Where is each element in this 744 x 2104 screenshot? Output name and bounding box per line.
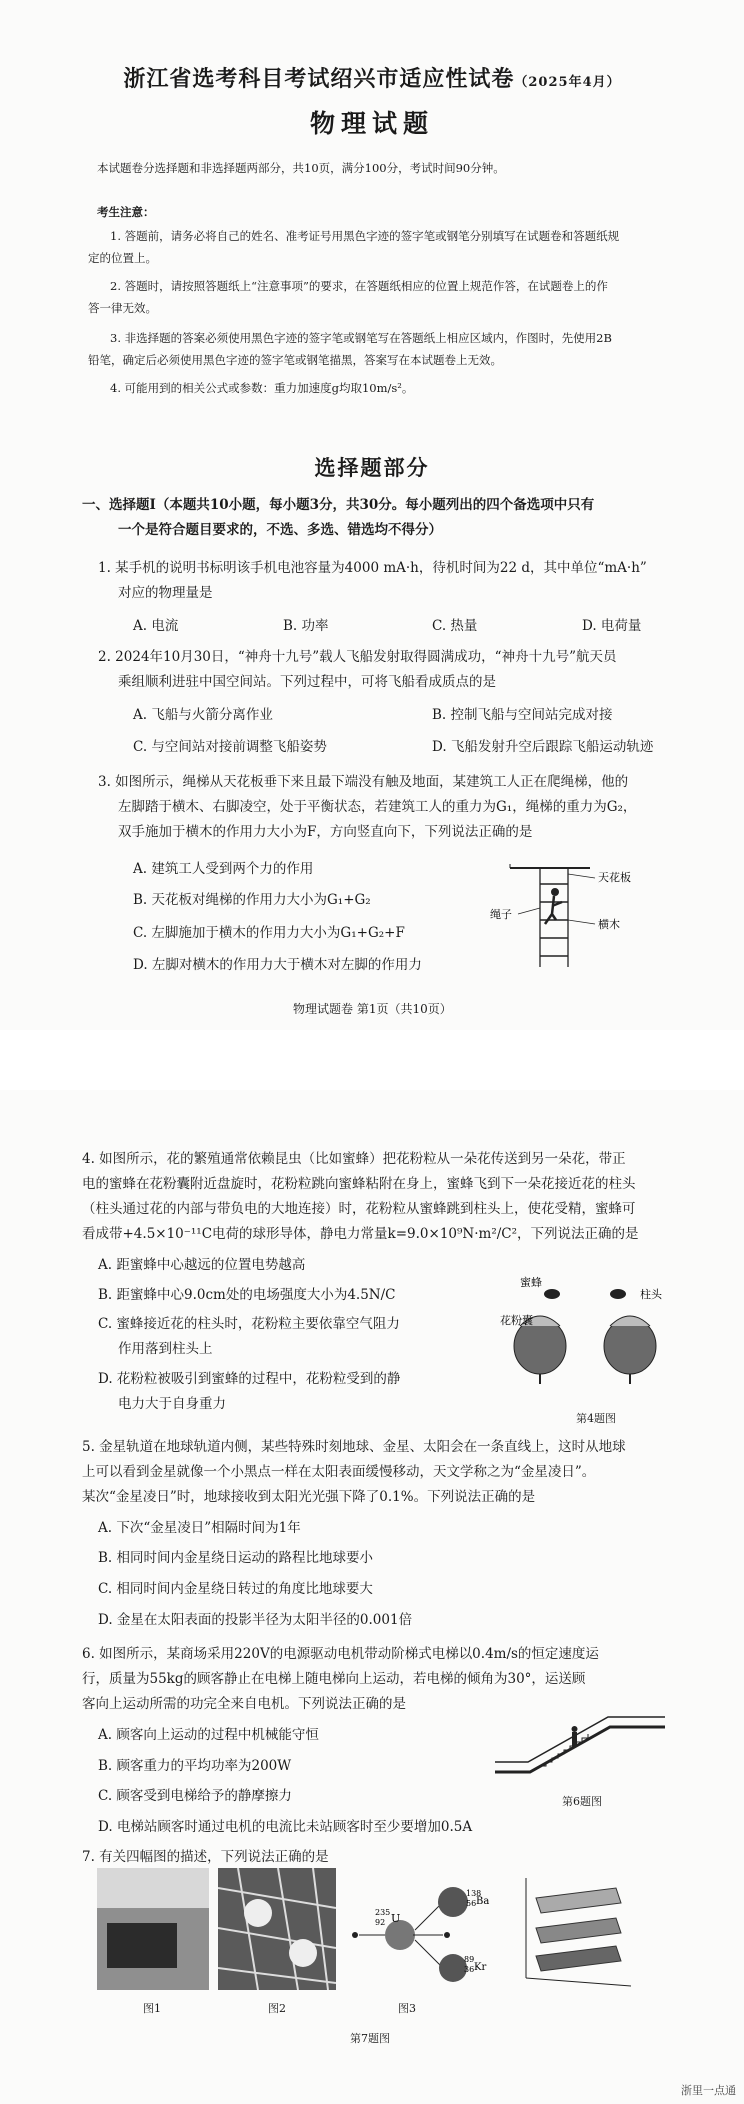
- part-heading: 一、选择题Ⅰ（本题共10小题，每小题3分，共30分。每小题列出的四个备选项中只有: [82, 497, 595, 513]
- q2-option: B. 控制飞船与空间站完成对接: [432, 707, 613, 723]
- q4-option: C. 蜜蜂接近花的柱头时，花粉粒主要依靠空气阻力: [98, 1316, 400, 1332]
- page-footer: 物理试题卷 第1页（共10页）: [293, 1002, 452, 1016]
- q4-stem: 看成带+4.5×10⁻¹¹C电荷的球形导体，静电力常量k=9.0×10⁹N·m²/C²，下列说法正确的是: [82, 1226, 639, 1242]
- q1-stem: 对应的物理量是: [118, 585, 213, 601]
- q7-stem: 7. 有关四幅图的描述，下列说法正确的是: [82, 1849, 329, 1865]
- q6-option: D. 电梯站顾客时通过电机的电流比未站顾客时至少要增加0.5A: [98, 1819, 473, 1835]
- notice-line: 定的位置上。: [88, 251, 157, 265]
- anther-label: 花粉囊: [500, 1314, 533, 1327]
- q6-option: C. 顾客受到电梯给予的静摩擦力: [98, 1788, 292, 1804]
- page-gap: [0, 1030, 744, 1090]
- notice-line: 4. 可能用到的相关公式或参数：重力加速度g均取10m/s²。: [110, 381, 414, 395]
- q4-option: D. 花粉粒被吸引到蜜蜂的过程中，花粉粒受到的静: [98, 1371, 401, 1387]
- q2-stem: 2. 2024年10月30日，“神舟十九号”载人飞船发射取得圆满成功，“神舟十九号”航天员: [98, 649, 617, 665]
- part-heading: 一个是符合题目要求的，不选、多选、错选均不得分）: [118, 522, 442, 538]
- q5-stem: 某次“金星凌日”时，地球接收到太阳光光强下降了0.1%。下列说法正确的是: [82, 1489, 536, 1505]
- q7-figure-1-photo: [97, 1868, 209, 1990]
- notice-line: 答一律无效。: [88, 301, 157, 315]
- notice-line: 铅笔，确定后必须使用黑色字迹的签字笔或钢笔描黑，答案写在本试题卷上无效。: [88, 353, 502, 367]
- q2-stem: 乘组顺利进驻中国空间站。下列过程中，可将飞船看成质点的是: [118, 674, 496, 690]
- stigma-label: 柱头: [640, 1288, 662, 1301]
- watermark: 浙里一点通: [681, 2084, 736, 2097]
- kr-mass-label: 89: [464, 1955, 475, 1964]
- q7-figure-4-3d-plot: [506, 1868, 646, 1993]
- q7-caption-fig2: 图2: [268, 2002, 286, 2015]
- q4-option: 作用落到柱头上: [118, 1341, 213, 1357]
- q7-figure-3-fission: [345, 1880, 490, 1990]
- q3-option: C. 左脚施加于横木的作用力大小为G₁+G₂+F: [133, 925, 405, 941]
- subject-title: 物理试题: [309, 109, 434, 138]
- q6-caption: 第6题图: [562, 1795, 602, 1808]
- crossbar-label: 横木: [598, 918, 620, 931]
- q6-option: B. 顾客重力的平均功率为200W: [98, 1758, 292, 1774]
- u-symbol-label: U: [391, 1912, 401, 1925]
- bee-flower-figure: [500, 1276, 680, 1386]
- ba-number-label: 56: [466, 1899, 477, 1908]
- section-title: 选择题部分: [314, 455, 430, 480]
- notice-line: 2. 答题时，请按照答题纸上“注意事项”的要求，在答题纸相应的位置上规范作答，在试题卷上的作: [110, 279, 608, 293]
- q7-caption-fig1: 图1: [143, 2002, 161, 2015]
- q5-stem: 上可以看到金星就像一个小黑点一样在太阳表面缓慢移动，天文学称之为“金星凌日”。: [82, 1464, 596, 1480]
- notice-line: 3. 非选择题的答案必须使用黑色字迹的签字笔或钢笔写在答题纸上相应区域内，作图时，先使用2B: [110, 331, 612, 345]
- rope-ladder-figure: [470, 862, 660, 972]
- q6-stem: 行，质量为55kg的顾客静止在电梯上随电梯向上运动，若电梯的倾角为30°，运送顾: [82, 1671, 586, 1687]
- exam-page-2: [0, 1090, 744, 2104]
- q2-option: D. 飞船发射升空后跟踪飞船运动轨迹: [432, 739, 654, 755]
- bee-label: 蜜蜂: [520, 1276, 542, 1289]
- q3-option: D. 左脚对横木的作用力大于横木对左脚的作用力: [133, 957, 422, 973]
- q4-option: 电力大于自身重力: [118, 1396, 226, 1412]
- exam-title: 浙江省选考科目考试绍兴市适应性试卷（2025年4月）: [123, 66, 621, 92]
- q1-stem: 1. 某手机的说明书标明该手机电池容量为4000 mA·h，待机时间为22 d，其中单位“mA·h”: [98, 560, 647, 576]
- q1-option: B. 功率: [283, 618, 329, 634]
- ba-symbol-label: Ba: [476, 1896, 490, 1907]
- u-mass-label: 235: [375, 1908, 391, 1917]
- q2-option: C. 与空间站对接前调整飞船姿势: [133, 739, 327, 755]
- q3-option: B. 天花板对绳梯的作用力大小为G₁+G₂: [133, 892, 371, 908]
- q3-stem: 双手施加于横木的作用力大小为F，方向竖直向下，下列说法正确的是: [118, 824, 533, 840]
- q4-caption: 第4题图: [576, 1412, 616, 1425]
- kr-number-label: 36: [464, 1965, 475, 1974]
- q4-stem: （柱头通过花的内部与带负电的大地连接）时，花粉粒从蜜蜂跳到柱头上，使花受精，蜜蜂可: [82, 1201, 636, 1217]
- q6-option: A. 顾客向上运动的过程中机械能守恒: [98, 1727, 319, 1743]
- notice-line: 1. 答题前，请务必将自己的姓名、准考证号用黑色字迹的签字笔或钢笔分别填写在试题卷和答题纸规: [110, 229, 620, 243]
- intro-text: 本试题卷分选择题和非选择题两部分，共10页，满分100分，考试时间90分钟。: [97, 161, 505, 175]
- exam-page-1: [0, 0, 744, 1030]
- kr-symbol-label: Kr: [474, 1962, 487, 1973]
- q5-option: A. 下次“金星凌日”相隔时间为1年: [98, 1520, 301, 1536]
- q4-stem: 电的蜜蜂在花粉囊附近盘旋时，花粉粒跳向蜜蜂粘附在身上，蜜蜂飞到下一朵花接近花的柱头: [82, 1176, 636, 1192]
- q3-option: A. 建筑工人受到两个力的作用: [133, 861, 314, 877]
- u-number-label: 92: [375, 1918, 386, 1927]
- q1-option: A. 电流: [133, 618, 179, 634]
- q5-option: D. 金星在太阳表面的投影半径为太阳半径的0.001倍: [98, 1612, 413, 1628]
- q3-stem: 3. 如图所示，绳梯从天花板垂下来且最下端没有触及地面，某建筑工人正在爬绳梯，他的: [98, 774, 629, 790]
- q6-stem: 客向上运动所需的功完全来自电机。下列说法正确的是: [82, 1696, 406, 1712]
- q6-stem: 6. 如图所示，某商场采用220V的电源驱动电机带动阶梯式电梯以0.4m/s的恒定速度运: [82, 1646, 599, 1662]
- escalator-figure: [490, 1712, 670, 1782]
- q5-option: C. 相同时间内金星绕日转过的角度比地球要大: [98, 1581, 373, 1597]
- q5-option: B. 相同时间内金星绕日运动的路程比地球要小: [98, 1550, 374, 1566]
- q3-stem: 左脚踏于横木、右脚凌空，处于平衡状态，若建筑工人的重力为G₁，绳梯的重力为G₂，: [118, 799, 637, 815]
- q4-stem: 4. 如图所示，花的繁殖通常依赖昆虫（比如蜜蜂）把花粉粒从一朵花传送到另一朵花，带正: [82, 1151, 626, 1167]
- q7-caption: 第7题图: [350, 2032, 390, 2045]
- q7-figure-2-photo: [218, 1868, 336, 1990]
- q1-option: C. 热量: [432, 618, 478, 634]
- q4-option: B. 距蜜蜂中心9.0cm处的电场强度大小为4.5N/C: [98, 1287, 396, 1303]
- notice-heading: 考生注意：: [97, 205, 155, 219]
- q5-stem: 5. 金星轨道在地球轨道内侧，某些特殊时刻地球、金星、太阳会在一条直线上，这时从地球: [82, 1439, 626, 1455]
- q1-option: D. 电荷量: [582, 618, 642, 634]
- ceiling-label: 天花板: [598, 871, 631, 884]
- q2-option: A. 飞船与火箭分离作业: [133, 707, 273, 723]
- q4-option: A. 距蜜蜂中心越远的位置电势越高: [98, 1257, 306, 1273]
- ba-mass-label: 138: [466, 1889, 482, 1898]
- rope-label: 绳子: [490, 908, 512, 921]
- q7-caption-fig3: 图3: [398, 2002, 416, 2015]
